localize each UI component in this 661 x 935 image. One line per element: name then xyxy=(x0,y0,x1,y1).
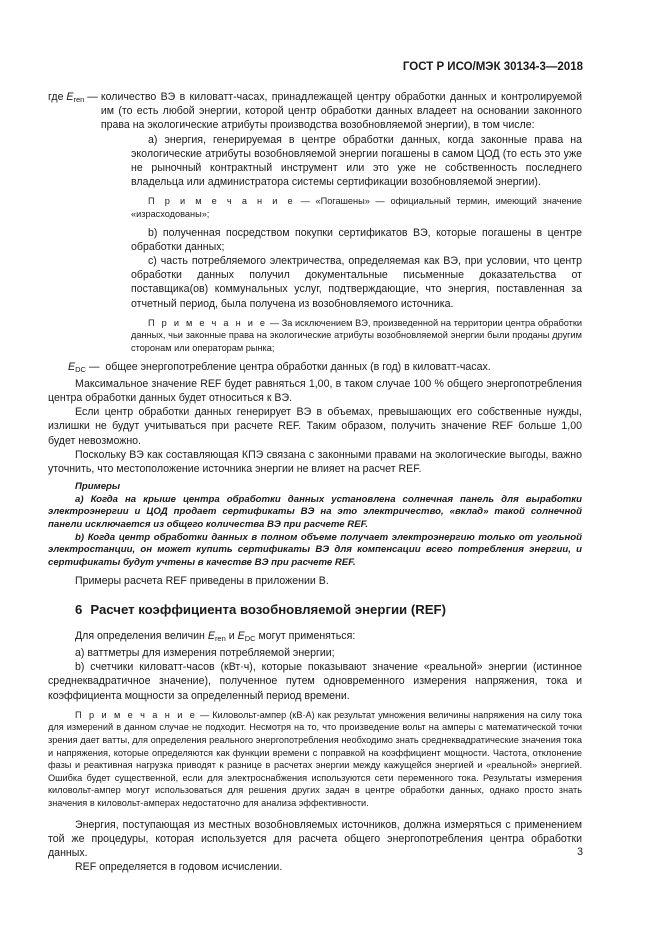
section-6-item-a: а) ваттметры для измерения потребляемой энергии; xyxy=(75,647,335,659)
para-surplus: Если центр обработки данных генерирует ВЭ в объемах, превышающих его собственные нужды, излишки не будут учитываться при расчете REF. Таким образом, получить значение REF больше 1,00 будет невозможно. xyxy=(48,406,582,447)
var-e-ren: Eren xyxy=(66,91,85,104)
edc-definition: EDC — общее энергопотребление центра обработки данных (в год) в киловатт-часах. xyxy=(68,360,491,374)
example-a: а) Когда на крыше центра обработки данных установлена солнечная панель для выработки электроэнергии и ЦОД продает сертификаты ВЭ на это электричество, «вклад» такой солнечной панели исключается из общего количества ВЭ при расчете REF. xyxy=(48,493,582,531)
examples-reference: Примеры расчета REF приведены в приложении В. xyxy=(75,575,329,588)
note-1: П р и м е ч а н и е — «Погашены» — официальный термин, имеющий значение «израсходованы»; xyxy=(131,196,582,220)
page-number: 3 xyxy=(577,846,583,858)
item-a: а) энергия, генерируемая в центре обработки данных, когда законные права на экологические атрибуты возобновляемой энергии погашены в самом ЦОД (то есть это уже не рыночный контрактный инструмент или это уже не собственность последнего владельца или администратора системы сертификации возобновляемой энергии). xyxy=(131,133,582,189)
where-items xyxy=(48,133,582,355)
para-max-ref: Максимальное значение REF будет равняться 1,00, в таком случае 100 % общего энергопотребления центра обработки данных будет относиться к ВЭ. xyxy=(48,377,582,405)
section-6-intro: Для определения величин Eren и EDC могут применяться: xyxy=(75,629,356,643)
para-location: Поскольку ВЭ как составляющая КПЭ связана с законными правами на экологические выгоды, важно уточнить, что местоположение источника энергии не влияет на расчет REF. xyxy=(48,448,582,476)
section-6-heading: 6 Расчет коэффициента возобновляемой энергии (REF) xyxy=(75,601,446,617)
section-6-note: П р и м е ч а н и е — Киловольт-ампер (кВ·А) как результат умножения величины напряжения на силу тока для измерений в данном случае не подходит. Несмотря на то, что произведение вольт на амперы с математической точки зрения дает ватты, для определения реального энергопотребления необходимо знать среднеквадратические значения тока и напряжения, которые определяются как функции времени с поправкой на коэффициент мощности. Частота, отклонение фазы и реактивная нагрузка приводят к разнице в расчетах энергии между кажущейся энергией и «реальной» энергией. Ошибка будет существенной, если для электроснабжения используются сети переменного тока. Результаты измерения киловольт-ампер могут использоваться для решения других задач в центре обработки данных, однако просто знать значения в киловольт-амперах недостаточно для анализа эффективности. xyxy=(48,709,582,808)
item-b: b) полученная посредством покупки сертификатов ВЭ, которые погашены в центре обработки данных; xyxy=(131,226,582,253)
var-e-dc: EDC xyxy=(68,360,86,374)
example-b: b) Когда центр обработки данных в полном объеме получает электроэнергию только от угольной электростанции, он может купить сертификаты ВЭ для компенсации всего потребления энергии, и сертификаты будут учтены в качестве ВЭ при расчете REF. xyxy=(48,531,582,568)
item-c: с) часть потребляемого электричества, определяемая как ВЭ, при условии, что центр обработки данных получил документальные письменные доказательства от поставщика(ов) коммунальных услуг, подтверждающие, что энергия, поставленная за отчетный период, была получена из возобновляемого источника. xyxy=(131,255,582,310)
section-6-para-annual: REF определяется в годовом исчислении. xyxy=(75,861,283,874)
section-6-item-b: b) счетчики киловатт-часов (кВт·ч), которые показывают значение «реальной» энергии (истинное среднеквадратичное значение), полученное путем одновременного измерения напряжения, тока и коэффициента мощности за определенный период времени. xyxy=(48,661,582,702)
note-2: П р и м е ч а н и е — За исключением ВЭ, произведенной на территории центра обработки данных, чьи законные права на экологические атрибуты возобновляемой энергии были проданы другим сторонам или операторам рынка; xyxy=(131,317,582,354)
document-content xyxy=(48,90,582,874)
where-definition: где Eren — количество ВЭ в киловатт-часах, принадлежащей центру обработки данных и контролируемой им (то есть любой энергии, которой центр обработки данных владеет на основании законного права на экологические атрибуты производства возобновляемой энергии), в том числе: xyxy=(48,91,582,132)
section-6-para-local: Энергия, поступающая из местных возобновляемых источников, должна измеряться с применением той же процедуры, которая используется для расчета общего энергопотребления центра обработки данных. xyxy=(48,818,582,859)
document-header: ГОСТ Р ИСО/МЭК 30134-3—2018 xyxy=(402,61,583,73)
examples-title: Примеры xyxy=(75,481,121,493)
